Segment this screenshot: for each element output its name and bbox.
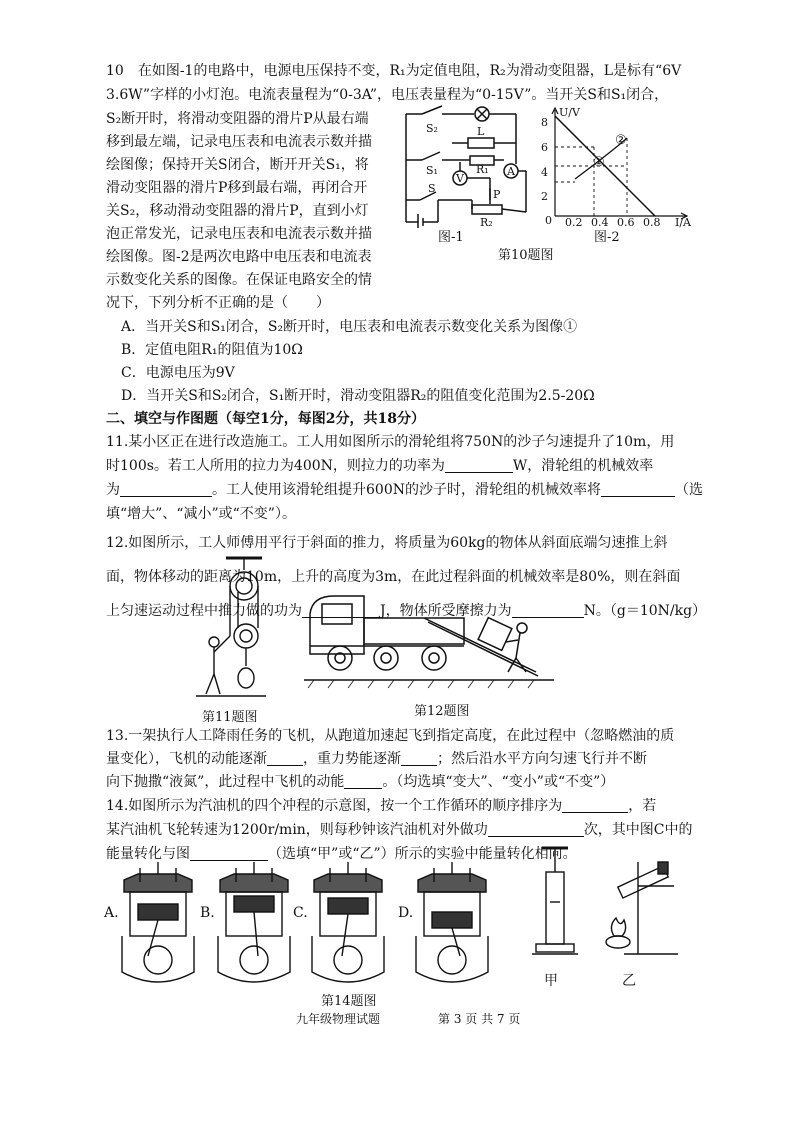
q11-line-2 bbox=[106, 457, 653, 475]
engine-diagram-c bbox=[308, 860, 388, 990]
q10-option-d: D．当开关S和S₂闭合，S₁断开时，滑动变阻器R₂的阻值变化范围为2.5-20Ω bbox=[121, 388, 595, 404]
q13-text-2a: 量变化），飞机的动能逐渐 bbox=[106, 751, 267, 767]
q14-figure-caption: 第14题图 bbox=[321, 994, 377, 1009]
label-l: L bbox=[477, 125, 485, 138]
engine-label-a: A. bbox=[104, 905, 119, 921]
q10-line-10: 示数变化关系的图像。在保证电路安全的情 bbox=[106, 272, 372, 288]
q13-line-1: 13.一架执行人工降雨任务的飞机，从跑道加速起飞到指定高度，在此过程中（忽略燃油的质 bbox=[106, 728, 675, 744]
q11-blank-efficiency-change[interactable] bbox=[601, 482, 675, 497]
q10-line-5: 绘图像；保持开关S闭合，断开开关S₁，将 bbox=[106, 157, 369, 173]
q14-blank-experiment[interactable] bbox=[190, 846, 268, 861]
ytick-2: 2 bbox=[541, 190, 548, 203]
exp-label-yi: 乙 bbox=[622, 973, 636, 989]
label-r1: R₁ bbox=[476, 163, 489, 176]
label-s: S bbox=[428, 182, 436, 195]
q12-line-2: 面，物体移动的距离为10m，上升的高度为3m，在此过程斜面的机械效率是80%，则在斜面 bbox=[106, 569, 681, 585]
q10-option-a: A．当开关S和S₁闭合，S₂断开时，电压表和电流表示数变化关系为图像① bbox=[121, 319, 578, 335]
engine-diagram-a bbox=[118, 860, 198, 990]
truck-ramp-illustration bbox=[304, 584, 554, 694]
engine-label-d: D. bbox=[398, 905, 414, 921]
label-p: P bbox=[493, 188, 501, 201]
q11-text-2a: 时100s。若工人所用的拉力为400N，则拉力的功率为 bbox=[106, 458, 445, 474]
q10-line-4: 移到最左端，记录电压表和电流表示数并描 bbox=[106, 134, 372, 150]
footer-page: 第 3 页 共 7 页 bbox=[438, 1012, 521, 1026]
xtick-08: 0.8 bbox=[643, 216, 661, 228]
q14-line-2 bbox=[106, 821, 693, 839]
q13-blank-potential[interactable] bbox=[401, 751, 437, 766]
q11-line-4: 填“增大”、“减小”或“不变”）。 bbox=[106, 506, 296, 522]
section-2-title: 二、填空与作图题（每空1分，每图2分，共18分） bbox=[106, 411, 425, 427]
q14-blank-work-count[interactable] bbox=[488, 822, 584, 837]
q11-text-2b: W，滑轮组的机械效率 bbox=[512, 458, 654, 474]
q14-blank-order[interactable] bbox=[562, 798, 628, 813]
ytick-4: 4 bbox=[541, 166, 548, 179]
label-a: A bbox=[507, 165, 515, 178]
q14-text-3b: （选填“甲”或“乙”）所示的实验中能量转化相同。 bbox=[268, 846, 577, 862]
curve-label-2: ② bbox=[615, 133, 627, 148]
q13-blank-kinetic[interactable] bbox=[267, 751, 303, 766]
q13-line-3 bbox=[106, 773, 614, 791]
engine-label-c: C. bbox=[293, 905, 308, 921]
q13-line-2 bbox=[106, 750, 647, 768]
q10-line-2: 3.6W”字样的小灯泡。电流表量程为“0-3A”，电压表量程为“0-15V”。当开关S和S₁闭合， bbox=[106, 87, 669, 103]
q12-text-3b: J，物体所受摩擦力为 bbox=[380, 603, 512, 619]
engine-diagram-d bbox=[412, 860, 492, 990]
q12-text-3a: 上匀速运动过程中推力做的功为 bbox=[106, 603, 302, 619]
q10-option-c: C．电源电压为9V bbox=[121, 365, 235, 381]
graph-ylabel: U/V bbox=[559, 106, 580, 119]
q13-text-3b: 。（均选填“变大”、“变小”或“不变”） bbox=[382, 774, 615, 790]
xtick-06: 0.6 bbox=[617, 216, 635, 228]
xtick-02: 0.2 bbox=[565, 216, 583, 228]
q14-text-3a: 能量转化与图 bbox=[106, 846, 190, 862]
q13-text-2b: ，重力势能逐渐 bbox=[303, 751, 401, 767]
q10-line-9: 绘图像。图-2是两次电路中电压表和电流表 bbox=[106, 249, 372, 265]
q12-figure-caption: 第12题图 bbox=[414, 704, 470, 719]
q12-text-3c: N。（g＝10N/kg） bbox=[583, 603, 707, 619]
q10-line-8: 泡正常发光，记录电压表和电流表示数并描 bbox=[106, 226, 372, 242]
q11-text-3a: 为 bbox=[106, 482, 120, 498]
q14-text-1b: ，若 bbox=[628, 798, 657, 814]
q13-text-3a: 向下抛撒“液氮”，此过程中飞机的动能 bbox=[106, 774, 345, 790]
exp-label-jia: 甲 bbox=[544, 973, 558, 989]
q10-line-11: 况下，下列分析不正确的是（ ） bbox=[106, 295, 330, 311]
fig1-label: 图-1 bbox=[438, 230, 464, 245]
label-s2: S₂ bbox=[426, 122, 438, 135]
q11-blank-power[interactable] bbox=[445, 458, 513, 473]
q14-text-2a: 某汽油机飞轮转速为1200r/min，则每秒钟该汽油机对外做功 bbox=[106, 822, 488, 838]
xtick-04: 0.4 bbox=[591, 216, 609, 228]
q11-blank-efficiency[interactable] bbox=[120, 482, 212, 497]
experiment-illustration bbox=[528, 842, 688, 972]
graph-xlabel: I/A bbox=[675, 216, 691, 228]
q11-line-3 bbox=[106, 481, 703, 499]
q10-figure-caption: 第10题图 bbox=[498, 248, 554, 263]
q10-line-3: S₂断开时，将滑动变阻器的滑片P从最右端 bbox=[106, 111, 369, 127]
fig2-label: 图-2 bbox=[594, 230, 620, 245]
q13-blank-kinetic-2[interactable] bbox=[344, 774, 382, 789]
q11-line-1: 11.某小区正在进行改造施工。工人用如图所示的滑轮组将750N的沙子匀速提升了10m，用 bbox=[106, 434, 675, 450]
engine-label-b: B. bbox=[200, 905, 215, 921]
pulley-illustration bbox=[196, 556, 276, 706]
q12-line-1: 12.如图所示，工人师傅用平行于斜面的推力，将质量为60kg的物体从斜面底端匀速推上斜 bbox=[106, 535, 668, 551]
q11-text-3b: 。工人使用该滑轮组提升600N的沙子时，滑轮组的机械效率将 bbox=[212, 482, 601, 498]
ytick-8: 8 bbox=[541, 116, 548, 129]
q10-option-b: B．定值电阻R₁的阻值为10Ω bbox=[121, 342, 303, 358]
q11-figure-caption: 第11题图 bbox=[202, 710, 258, 725]
q11-text-3c: （选 bbox=[674, 482, 703, 498]
q14-text-1a: 14.如图所示为汽油机的四个冲程的示意图，按一个工作循环的顺序排序为 bbox=[106, 798, 563, 814]
label-v: V bbox=[456, 172, 464, 185]
ytick-0: 0 bbox=[545, 214, 552, 227]
label-r2: R₂ bbox=[480, 216, 493, 228]
q14-text-2b: 次，其中图C中的 bbox=[583, 822, 693, 838]
ytick-6: 6 bbox=[541, 141, 548, 154]
q10-line-7: 关S₂，移动滑动变阻器的滑片P，直到小灯 bbox=[106, 203, 369, 219]
q10-line-1: 10 在如图-1的电路中，电源电压保持不变，R₁为定值电阻，R₂为滑动变阻器，L是标有“6V bbox=[106, 63, 682, 79]
circuit-diagram bbox=[398, 104, 538, 228]
engine-diagram-b bbox=[214, 860, 294, 990]
q13-text-2c: ；然后沿水平方向匀速飞行并不断 bbox=[437, 751, 647, 767]
curve-label-1: ① bbox=[593, 155, 605, 170]
footer-subject: 九年级物理试题 bbox=[296, 1012, 381, 1026]
ui-graph bbox=[535, 104, 695, 228]
q10-line-6: 滑动变阻器的滑片P移到最右端，再闭合开 bbox=[106, 180, 368, 196]
q14-line-1 bbox=[106, 797, 656, 815]
label-s1: S₁ bbox=[426, 164, 438, 177]
